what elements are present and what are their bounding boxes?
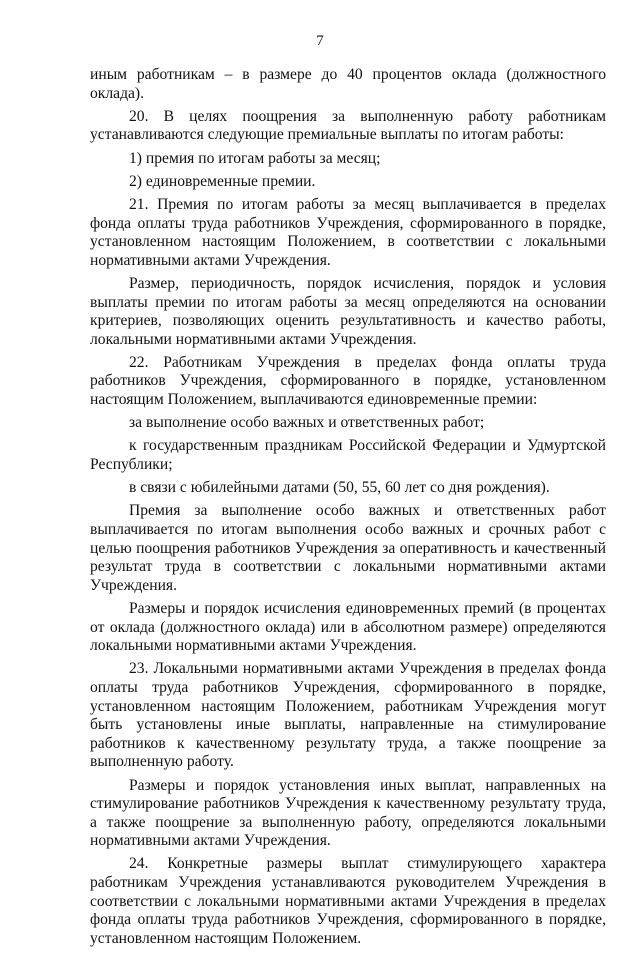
paragraph: 20. В целях поощрения за выполненную работу работникам устанавливаются следующие премиальные выплаты по итогам работы: (90, 107, 606, 144)
paragraph: 21. Премия по итогам работы за месяц выплачивается в пределах фонда оплаты труда работников Учреждения, сформированного в порядке, установленном настоящим Положением, в соответствии с локальными нормативными актами Учреждения. (90, 195, 606, 269)
paragraph: 23. Локальными нормативными актами Учреждения в пределах фонда оплаты труда работников Учреждения, сформированного в порядке, установленном настоящим Положением, работникам Учреждения могут быть установлены иные выплаты, направленные на стимулирование работников к качественному результату труда, а также поощрение за выполненную работу. (90, 660, 606, 771)
paragraph: в связи с юбилейными датами (50, 55, 60 лет со дня рождения). (129, 479, 550, 497)
paragraph: иным работникам – в размере до 40 процентов оклада (должностного оклада). (90, 66, 606, 102)
paragraph: Размер, периодичность, порядок исчисления, порядок и условия выплаты премии по итогам работы за месяц определяются на основании критериев, позволяющих оценить результативность и качество работы, локальными нормативными актами Учреждения. (90, 274, 606, 348)
paragraph: Размеры и порядок исчисления единовременных премий (в процентах от оклада (должностного оклада) или в абсолютном размере) определяются локальными нормативными актами Учреждения. (90, 599, 606, 655)
paragraph: 2) единовременные премии. (129, 172, 316, 190)
paragraph: к государственным праздникам Российской Федерации и Удмуртской Республики; (90, 437, 606, 474)
paragraph: Размеры и порядок установления иных выплат, направленных на стимулирование работников Учреждения к качественному результату труда, а также поощрение за выполненную работу, определяются локальными нормативными актами Учреждения. (90, 776, 606, 850)
paragraph: 24. Конкретные размеры выплат стимулирующего характера работникам Учреждения устанавливаются руководителем Учреждения в соответствии с локальными нормативными актами Учреждения в пределах фонда оплаты труда работников Учреждения, сформированного в порядке, установленном настоящим Положением. (90, 855, 606, 947)
paragraph: 1) премия по итогам работы за месяц; (129, 149, 381, 167)
document-body (90, 66, 606, 953)
paragraph: 22. Работникам Учреждения в пределах фонда оплаты труда работников Учреждения, сформированного в порядке, установленном настоящим Положением, выплачиваются единовременные премии: (90, 353, 606, 409)
page-number: 7 (316, 33, 324, 49)
paragraph: за выполнение особо важных и ответственных работ; (129, 414, 485, 432)
paragraph: Премия за выполнение особо важных и ответственных работ выплачивается по итогам выполнения особо важных и срочных работ с целью поощрения работников Учреждения за оперативность и качественный результат труда в соответствии с локальными нормативными актами Учреждения. (90, 502, 606, 594)
